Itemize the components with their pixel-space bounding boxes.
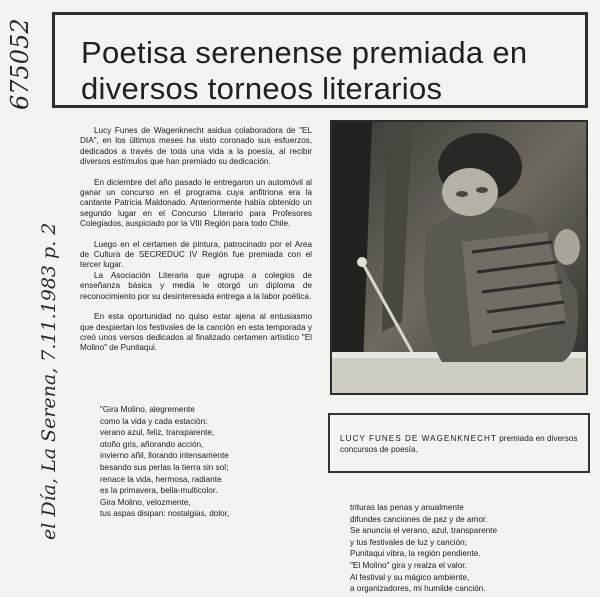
- article-column: [80, 126, 312, 354]
- poem-line: es la primavera, bella-multicolor.: [100, 486, 218, 496]
- poem-line: a organizadores, mi humilde canción.: [350, 584, 486, 594]
- article-paragraph-5: En esta oportunidad no quiso estar ajena al entusiasmo que despiertan los festivales de la canción en esta temporada y creó unos versos dedicados al finalizado certamen artístico "El Molino" de Punitaqui.: [80, 312, 312, 353]
- headline-box: [52, 12, 588, 108]
- poem-left: [100, 404, 320, 520]
- poem-line: verano azul, feliz, transparente,: [100, 428, 215, 438]
- portrait-illustration: [332, 122, 586, 393]
- photo-caption-box: [328, 413, 590, 473]
- poem-line: invierno añil, llorando intensamente: [100, 451, 229, 461]
- poem-line: Al festival y su mágico ambiente,: [350, 572, 470, 582]
- photo-caption: [340, 433, 580, 455]
- poem-line: tus aspas disipan: nostalgias, dolor,: [100, 509, 230, 519]
- headline-line-2: diversos torneos literarios: [81, 71, 443, 106]
- poem-line: "El Molino" gira y realza el valor.: [350, 560, 467, 570]
- poem-line: como la vida y cada estación:: [100, 416, 208, 426]
- handwritten-source-note: el Día, La Serena, 7.11.1983 p. 2: [38, 222, 60, 540]
- poem-line: besando sus perlas la tierra sin sol;: [100, 462, 229, 472]
- poem-line: difundes canciones de paz y de amor.: [350, 514, 488, 524]
- caption-text: premiada en diversos concursos de poesía.: [340, 434, 578, 454]
- article-paragraph-3: Luego en el certamen de pintura, patrocinado por el Area de Cultura de SECREDUC IV Región fue premiada con el tercer lugar.: [80, 239, 312, 270]
- article-paragraph-4: La Asociación Literaria que agrupa a colegios de enseñanza básica y media le otorgó un diploma de reconocimiento por su desinteresada entrega a la labor poética.: [80, 270, 312, 301]
- poem-line: renace la vida, hermosa, radiante: [100, 474, 222, 484]
- poem-line: "Gira Molino, alegremente: [100, 405, 195, 414]
- article-paragraph-1: Lucy Funes de Wagenknecht asidua colaboradora de "EL DIA", en los últimos meses ha visto coronado sus esfuerzos, dedicados a través de toda una vida a la poesía, al recibir diversos estímulos que han premiado su dedicación.: [80, 126, 312, 167]
- portrait-photo: [330, 120, 588, 395]
- poem-line: y tus festivales de luz y canción;: [350, 537, 467, 547]
- caption-name: LUCY FUNES DE WAGENKNECHT: [340, 434, 497, 443]
- poem-line: trituras las penas y anualmente: [350, 503, 464, 512]
- handwritten-archive-code: 675052: [6, 18, 34, 110]
- poem-line: Punitaqui vibra, la región pendiente.: [350, 549, 481, 559]
- poem-line: Se anuncia el verano, azul, transparente: [350, 526, 498, 536]
- poem-line: Gira Molino, velozmente,: [100, 497, 191, 507]
- poem-line: otoño gris, añorando acción,: [100, 439, 204, 449]
- poem-right: [350, 502, 497, 595]
- article-paragraph-2: En diciembre del año pasado le entregaron un automóvil al ganar un concurso en el programa cuya anfitriona era la cantante Patricia Maldonado. Anteriormente había obtenido un segundo lugar en el Concurso Literario para Profesores Colegiados, auspiciado por la VIII Región para todo Chile.: [80, 177, 312, 229]
- headline-line-1: Poetisa serenense premiada en: [81, 35, 528, 70]
